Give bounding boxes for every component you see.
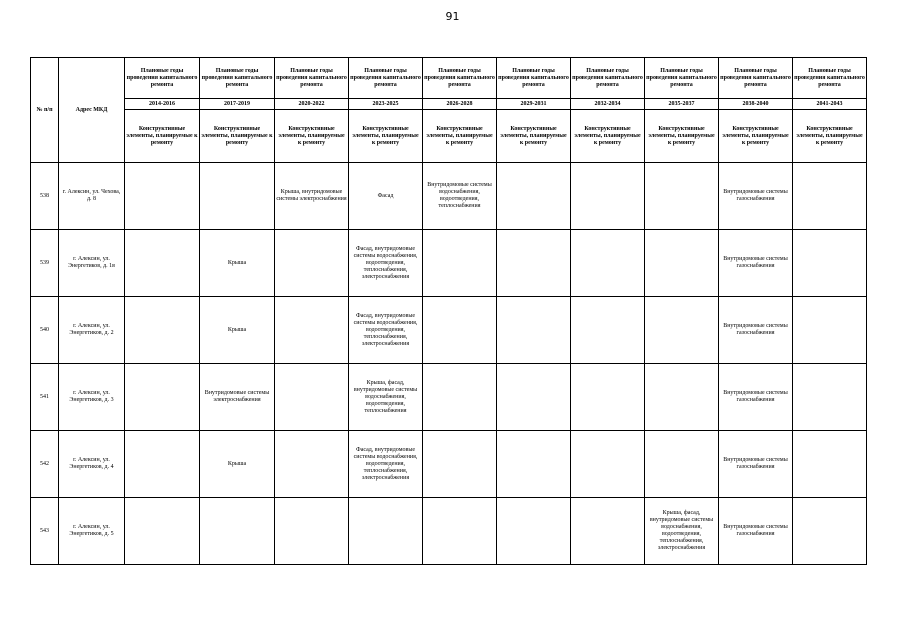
table-cell (571, 230, 645, 297)
table-cell (275, 297, 349, 364)
row-address: г. Алексин, ул. Энергетиков, д. 1в (59, 230, 125, 297)
num-column-header: № п/п (31, 58, 59, 163)
years-heading: Плановые годы проведения капитального ремонта (497, 58, 571, 99)
row-address: г. Алексин, ул. Энергетиков, д. 4 (59, 431, 125, 498)
row-address: г. Алексин, ул. Энергетиков, д. 3 (59, 364, 125, 431)
table-cell (423, 297, 497, 364)
table-cell (423, 431, 497, 498)
elements-heading: Конструктивные элементы, планируемые к ремонту (645, 110, 719, 163)
elements-heading: Конструктивные элементы, планируемые к ремонту (719, 110, 793, 163)
table-cell (275, 498, 349, 565)
table-cell: Внутридомовые системы водоснабжения, водоотведения, теплоснабжения (423, 163, 497, 230)
table-cell: Фасад, внутридомовые системы водоснабжения, водоотведения, теплоснабжения, электроснабжения (349, 297, 423, 364)
table-body (31, 163, 867, 565)
table-cell (497, 230, 571, 297)
table-cell: Внутридомовые системы газоснабжения (719, 364, 793, 431)
row-number: 542 (31, 431, 59, 498)
table-cell (125, 364, 200, 431)
table-cell (497, 297, 571, 364)
table-cell (571, 431, 645, 498)
table-header (31, 58, 867, 163)
table-cell (793, 498, 867, 565)
elements-heading: Конструктивные элементы, планируемые к ремонту (571, 110, 645, 163)
table-cell (423, 364, 497, 431)
table-row (31, 364, 867, 431)
table-cell (571, 297, 645, 364)
table-cell: Крыша, фасад, внутридомовые системы водоснабжения, водоотведения, теплоснабжения, электроснабжения (645, 498, 719, 565)
period-header: 2014-2016 (125, 99, 200, 110)
table-cell: Внутридомовые системы газоснабжения (719, 230, 793, 297)
period-header: 2020-2022 (275, 99, 349, 110)
row-number: 538 (31, 163, 59, 230)
table-cell: Внутридомовые системы газоснабжения (719, 498, 793, 565)
row-number: 539 (31, 230, 59, 297)
table-cell (497, 364, 571, 431)
years-heading: Плановые годы проведения капитального ремонта (275, 58, 349, 99)
table-cell (275, 431, 349, 498)
table-cell (125, 431, 200, 498)
table-cell: Крыша (200, 431, 275, 498)
years-heading: Плановые годы проведения капитального ремонта (645, 58, 719, 99)
table-cell (275, 364, 349, 431)
table-cell (571, 163, 645, 230)
table-cell (793, 364, 867, 431)
table-row (31, 297, 867, 364)
address-column-header: Адрес МКД (59, 58, 125, 163)
table-cell (423, 230, 497, 297)
elements-heading: Конструктивные элементы, планируемые к ремонту (125, 110, 200, 163)
elements-heading: Конструктивные элементы, планируемые к ремонту (423, 110, 497, 163)
years-heading: Плановые годы проведения капитального ремонта (571, 58, 645, 99)
elements-heading: Конструктивные элементы, планируемые к ремонту (349, 110, 423, 163)
row-address: г. Алексин, ул. Энергетиков, д. 2 (59, 297, 125, 364)
table-cell: Крыша, фасад, внутридомовые системы водоснабжения, водоотведения, теплоснабжения (349, 364, 423, 431)
elements-heading: Конструктивные элементы, планируемые к ремонту (200, 110, 275, 163)
table-row (31, 431, 867, 498)
elements-heading: Конструктивные элементы, планируемые к ремонту (793, 110, 867, 163)
row-number: 540 (31, 297, 59, 364)
table-cell (125, 498, 200, 565)
table-cell: Внутридомовые системы газоснабжения (719, 297, 793, 364)
table-cell: Фасад, внутридомовые системы водоснабжения, водоотведения, теплоснабжения, электроснабжения (349, 431, 423, 498)
period-header: 2032-2034 (571, 99, 645, 110)
table-cell: Фасад, внутридомовые системы водоснабжения, водоотведения, теплоснабжения, электроснабжения (349, 230, 423, 297)
period-header: 2041-2043 (793, 99, 867, 110)
table-cell (793, 431, 867, 498)
table-cell (349, 498, 423, 565)
table-cell (497, 163, 571, 230)
row-number: 541 (31, 364, 59, 431)
table-cell (645, 364, 719, 431)
table-cell: Крыша, внутридомовые системы электроснабжения (275, 163, 349, 230)
table-row (31, 498, 867, 565)
table-cell: Фасад (349, 163, 423, 230)
table-cell (645, 431, 719, 498)
table-cell (125, 230, 200, 297)
period-header: 2023-2025 (349, 99, 423, 110)
table-cell (497, 498, 571, 565)
table-cell (645, 230, 719, 297)
period-header: 2017-2019 (200, 99, 275, 110)
table-cell (423, 498, 497, 565)
table-cell (275, 230, 349, 297)
table-cell (793, 297, 867, 364)
table-cell (793, 163, 867, 230)
table-cell (200, 498, 275, 565)
table-cell (645, 163, 719, 230)
table-cell (645, 297, 719, 364)
years-heading: Плановые годы проведения капитального ремонта (719, 58, 793, 99)
elements-heading: Конструктивные элементы, планируемые к ремонту (497, 110, 571, 163)
table-row (31, 163, 867, 230)
period-header: 2026-2028 (423, 99, 497, 110)
period-header: 2029-2031 (497, 99, 571, 110)
table-cell (200, 163, 275, 230)
table-cell: Внутридомовые системы электроснабжения (200, 364, 275, 431)
table-cell (125, 297, 200, 364)
table-cell (497, 431, 571, 498)
table-cell: Внутридомовые системы газоснабжения (719, 163, 793, 230)
table-cell: Внутридомовые системы газоснабжения (719, 431, 793, 498)
table-cell (571, 364, 645, 431)
table-cell (793, 230, 867, 297)
row-number: 543 (31, 498, 59, 565)
row-address: г. Алексин, ул. Чехова, д. 8 (59, 163, 125, 230)
years-heading: Плановые годы проведения капитального ремонта (793, 58, 867, 99)
page-number: 91 (445, 10, 460, 23)
capital-repair-table (30, 57, 867, 565)
table-cell (125, 163, 200, 230)
years-heading: Плановые годы проведения капитального ремонта (349, 58, 423, 99)
years-heading: Плановые годы проведения капитального ремонта (200, 58, 275, 99)
elements-heading: Конструктивные элементы, планируемые к ремонту (275, 110, 349, 163)
period-header: 2035-2037 (645, 99, 719, 110)
years-heading: Плановые годы проведения капитального ремонта (125, 58, 200, 99)
table-cell (571, 498, 645, 565)
years-heading: Плановые годы проведения капитального ремонта (423, 58, 497, 99)
table-cell: Крыша (200, 297, 275, 364)
table-row (31, 230, 867, 297)
period-header: 2038-2040 (719, 99, 793, 110)
row-address: г. Алексин, ул. Энергетиков, д. 5 (59, 498, 125, 565)
table-cell: Крыша (200, 230, 275, 297)
